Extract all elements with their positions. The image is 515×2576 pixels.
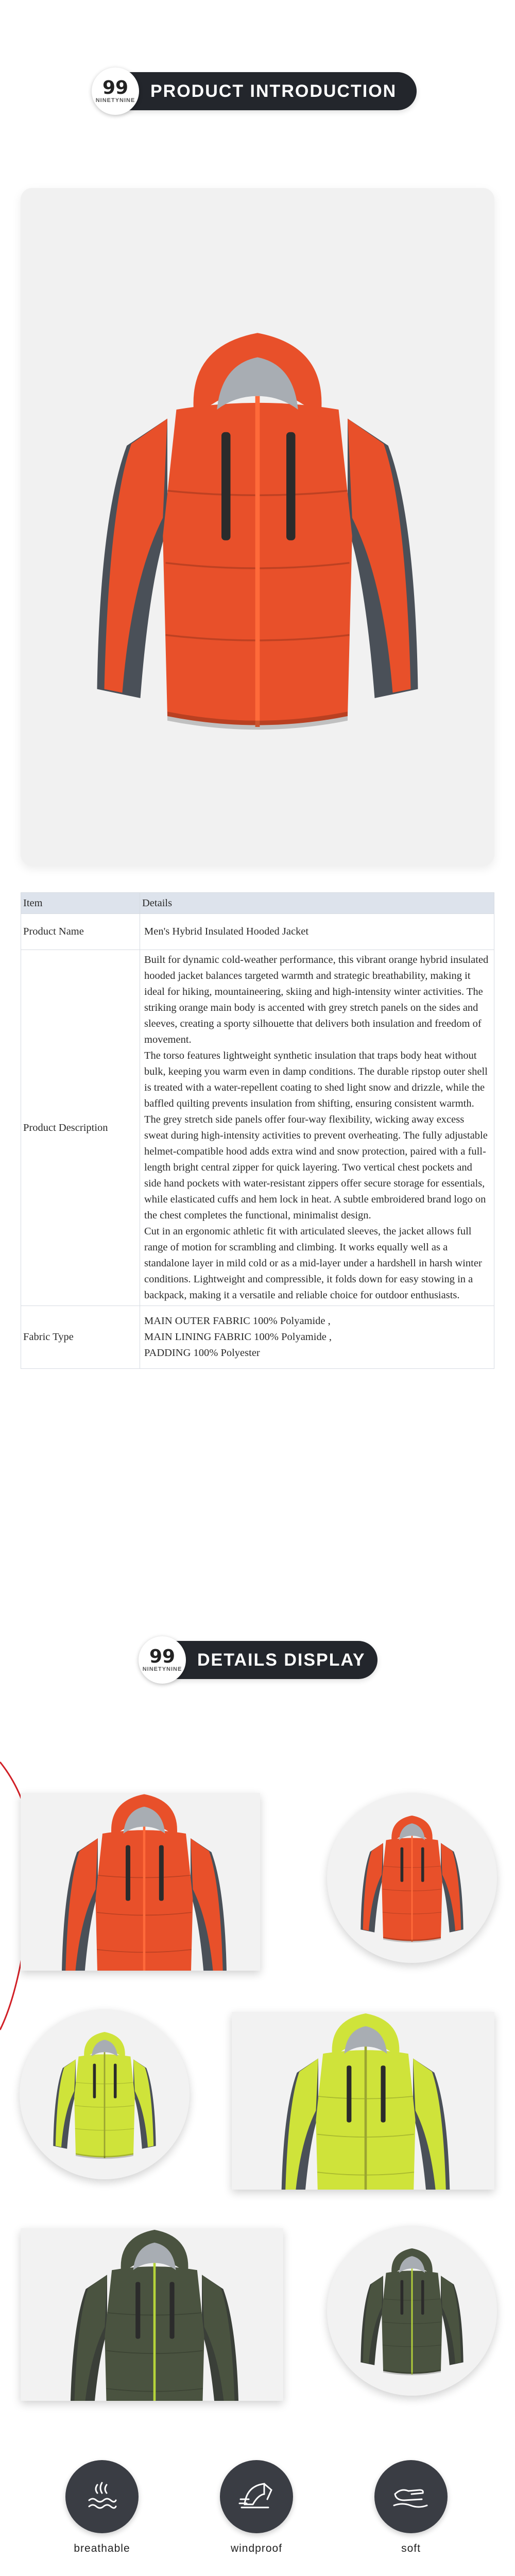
row-label-fabric-type: Fabric Type <box>21 1306 140 1369</box>
feature-label: soft <box>401 2543 421 2554</box>
section-title: DETAILS DISPLAY <box>197 1650 366 1670</box>
table-header-item: Item <box>21 893 140 914</box>
detail-photo-lime-full <box>20 2009 190 2179</box>
table-row <box>21 914 494 950</box>
row-label-product-name: Product Name <box>21 914 140 950</box>
row-value-product-description <box>140 950 494 1306</box>
feature-label: breathable <box>74 2543 130 2554</box>
feature-soft <box>359 2460 462 2555</box>
table-row <box>21 950 494 1306</box>
row-label-product-description: Product Description <box>21 950 140 1306</box>
detail-photo-olive-close <box>21 2228 283 2401</box>
brand-logo: 99 NINETYNINE <box>139 1636 186 1684</box>
soft-icon <box>374 2460 448 2533</box>
detail-photo-olive-full <box>327 2226 497 2396</box>
section-header-details <box>142 1641 377 1679</box>
fabric-line: PADDING 100% Polyester <box>144 1347 260 1359</box>
description-paragraph: Cut in an ergonomic athletic fit with articulated sleeves, the jacket allows full range of motion for scrambling and climbing. It works equally well as a standalone layer in mild cold or as a mid-layer under a hardshell in harsh winter conditions. Lightweight and compressible, it folds down for easy stowing in a backpack, making it a versatile and reliable choice for outdoor enthusiasts. <box>144 1226 482 1301</box>
jacket-orange-image <box>52 1793 237 1971</box>
product-image-card <box>21 188 494 866</box>
section-header-intro <box>95 72 417 110</box>
jacket-olive-image <box>353 2241 471 2385</box>
table-header-row <box>21 893 494 914</box>
detail-photo-orange-close <box>21 1793 260 1971</box>
row-value-fabric-type <box>140 1306 494 1369</box>
feature-breathable <box>50 2460 153 2555</box>
jacket-orange-image <box>77 265 438 806</box>
description-paragraph: Built for dynamic cold-weather performance, this vibrant orange hybrid insulated hooded jacket balances targeted warmth and strategic breathability, making it ideal for hiking, mountaineering, skiing and high-intensity winter activities. The striking orange main body is accented with grey stretch panels on the sides and sleeves, creating a sporty silhouette that delivers both insulation and freedom of movement. <box>144 954 489 1045</box>
jacket-lime-image <box>268 2012 464 2190</box>
feature-label: windproof <box>230 2543 283 2554</box>
fabric-line: MAIN OUTER FABRIC 100% Polyamide , <box>144 1315 331 1327</box>
detail-photo-orange-full <box>327 1793 497 1963</box>
table-header-details: Details <box>140 893 494 914</box>
feature-windproof <box>205 2460 308 2555</box>
brand-logo: 99 NINETYNINE <box>92 67 139 115</box>
fabric-line: MAIN LINING FABRIC 100% Polyamide , <box>144 1331 332 1343</box>
windproof-icon <box>220 2460 293 2533</box>
description-paragraph: The torso features lightweight synthetic insulation that traps body heat without bulk, keeping you warm even in damp conditions. The durable ripstop outer shell is treated with a water-repellent coating to shed light snow and drizzle, while the baffled quilting prevents insulation from shifting, ensuring consistent warmth. The grey stretch side panels offer four-way flexibility, wicking away excess sweat during high-intensity activities to prevent overheating. The fully adjustable helmet-compatible hood adds extra wind and snow protection, paired with a full-length bright central zipper for quick layering. Two vertical chest pockets and side hand pockets with water-resistant zippers offer secure storage for essentials, while elasticated cuffs and hem lock in heat. A subtle embroidered brand logo on the chest completes the functional, minimalist design. <box>144 1050 488 1221</box>
table-row <box>21 1306 494 1369</box>
jacket-lime-image <box>45 2025 164 2169</box>
jacket-orange-image <box>353 1808 471 1953</box>
row-value-product-name: Men's Hybrid Insulated Hooded Jacket <box>140 914 494 950</box>
detail-photo-lime-close <box>232 2012 494 2190</box>
product-spec-table <box>21 892 494 1369</box>
breathable-icon <box>65 2460 139 2533</box>
jacket-olive-image <box>57 2228 252 2401</box>
section-title: PRODUCT INTRODUCTION <box>150 81 397 101</box>
